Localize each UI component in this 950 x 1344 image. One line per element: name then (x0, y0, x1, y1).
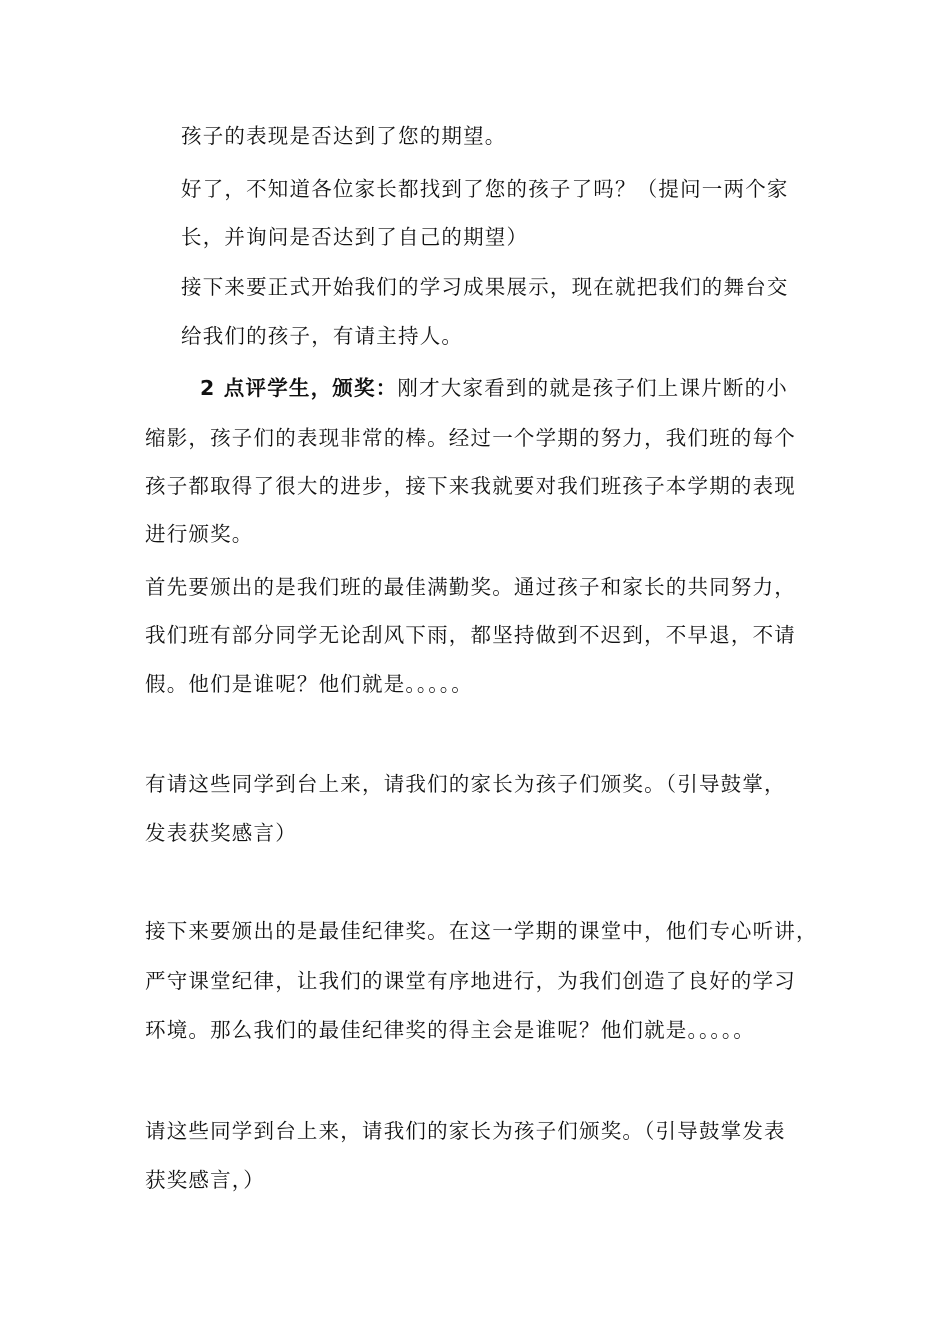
paragraph-line: 有请这些同学到台上来，请我们的家长为孩子们颁奖。（引导鼓掌， (145, 772, 786, 796)
section-heading-line (200, 374, 788, 402)
paragraph-line: 孩子都取得了很大的进步，接下来我就要对我们班孩子本学期的表现 (145, 474, 796, 498)
paragraph-line: 请这些同学到台上来，请我们的家长为孩子们颁奖。（引导鼓掌发表 (145, 1119, 786, 1143)
paragraph-line: 好了，不知道各位家长都找到了您的孩子了吗？（提问一两个家 (181, 177, 789, 201)
section-heading: 2 点评学生，颁奖： (200, 376, 398, 400)
paragraph-line: 获奖感言，） (145, 1168, 265, 1192)
paragraph-line: 给我们的孩子，有请主持人。 (181, 324, 464, 348)
section-heading-text: 刚才大家看到的就是孩子们上课片断的小 (397, 376, 789, 400)
paragraph-line: 发表获奖感言） (145, 821, 297, 845)
paragraph-line: 缩影，孩子们的表现非常的棒。经过一个学期的努力，我们班的每个 (145, 426, 796, 450)
paragraph-line: 进行颁奖。 (145, 522, 254, 546)
paragraph-line: 严守课堂纪律，让我们的课堂有序地进行，为我们创造了良好的学习 (145, 969, 796, 993)
paragraph-line: 接下来要正式开始我们的学习成果展示，现在就把我们的舞台交 (181, 275, 789, 299)
paragraph-line: 接下来要颁出的是最佳纪律奖。在这一学期的课堂中，他们专心听讲， (145, 919, 818, 943)
paragraph-line: 我们班有部分同学无论刮风下雨，都坚持做到不迟到，不早退，不请 (145, 623, 796, 647)
paragraph-line: 首先要颁出的是我们班的最佳满勤奖。通过孩子和家长的共同努力， (145, 575, 796, 599)
paragraph-line: 孩子的表现是否达到了您的期望。 (181, 124, 507, 148)
paragraph-line: 假。他们是谁呢？他们就是。。。。。 (145, 672, 473, 696)
paragraph-line: 环境。那么我们的最佳纪律奖的得主会是谁呢？他们就是。。。。。 (145, 1018, 755, 1042)
paragraph-line: 长，并询问是否达到了自己的期望） (181, 225, 529, 249)
